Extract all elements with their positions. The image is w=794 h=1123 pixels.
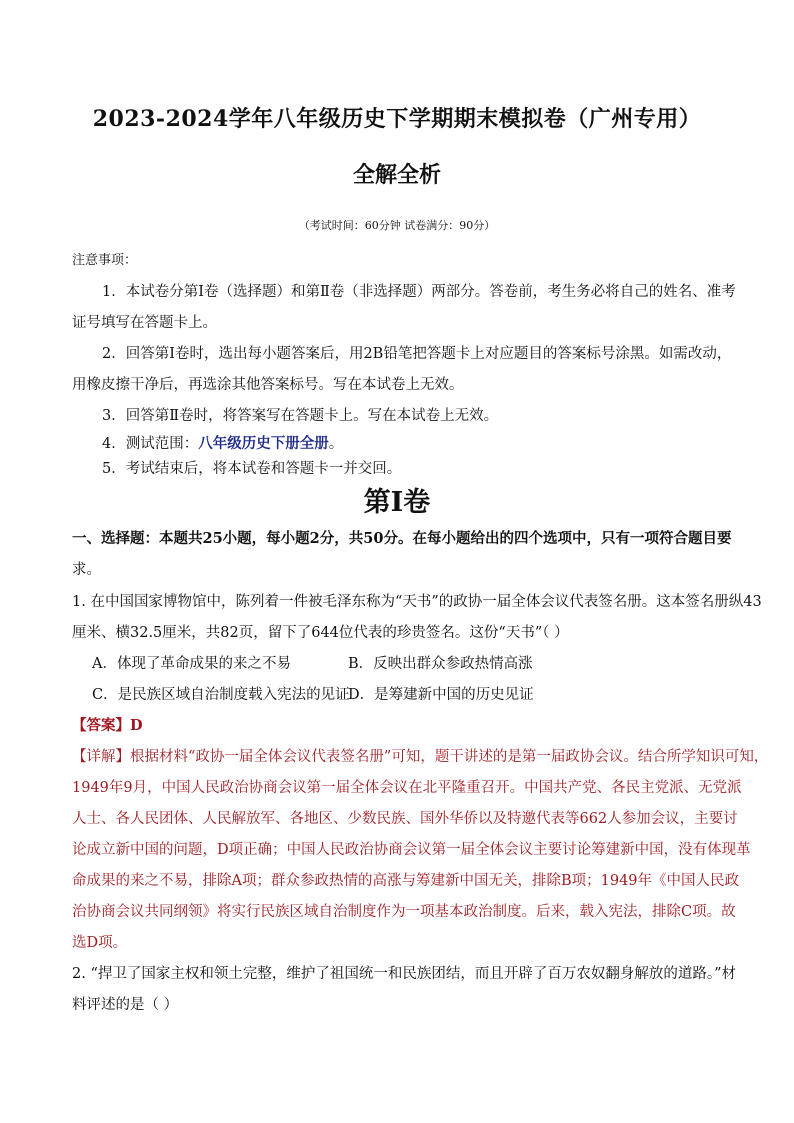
- exam-title: 2023-2024学年八年级历史下学期期末模拟卷（广州专用）: [92, 106, 702, 132]
- q2-stem-line-2: 料评述的是（ ）: [72, 997, 179, 1013]
- note-4: [102, 432, 343, 453]
- note-1-line-1: 1．本试卷分第Ⅰ卷（选择题）和第Ⅱ卷（非选择题）两部分。答卷前，考生务必将自己的姓名、准考: [102, 284, 736, 300]
- note-3: 3．回答第Ⅱ卷时，将答案写在答题卡上。写在本试卷上无效。: [102, 408, 499, 424]
- exam-subtitle: 全解全析: [352, 162, 441, 188]
- test-range: 八年级历史下册全册: [198, 435, 329, 452]
- note-5: 5．考试结束后，将本试卷和答题卡一并交回。: [102, 461, 402, 477]
- q1-detail-line: 选D项。: [72, 935, 128, 951]
- note-1-line-2: 证号填写在答题卡上。: [72, 315, 217, 331]
- section-intro-line-2: 求。: [72, 562, 101, 578]
- q1-answer: 【答案】D: [72, 717, 143, 734]
- note-2-line-1: 2．回答第Ⅰ卷时，选出每小题答案后，用2B铅笔把答题卡上对应题目的答案标号涂黑。如需改动，: [102, 346, 732, 362]
- q1-option-d: D．是筹建新中国的历史见证: [348, 687, 534, 703]
- exam-info: （考试时间：60分钟 试卷满分：90分）: [298, 219, 496, 232]
- section-intro-line-1: 一、选择题：本题共25小题，每小题2分，共50分。在每小题给出的四个选项中，只有一项符合题目要: [72, 530, 732, 547]
- note-4-suffix: 。: [328, 436, 344, 452]
- q1-option-a: A．体现了革命成果的来之不易: [92, 656, 291, 672]
- q1-detail-line: 论成立新中国的问题，D项正确；中国人民政治协商会议第一届全体会议主要讨论筹建新中国，没有体现革: [72, 842, 751, 858]
- note-2-line-2: 用橡皮擦干净后，再选涂其他答案标号。写在本试卷上无效。: [72, 377, 464, 393]
- q1-detail-line: 1949年9月，中国人民政治协商会议第一届全体会议在北平隆重召开。中国共产党、各民主党派、无党派: [72, 780, 742, 796]
- section-title: 第Ⅰ卷: [363, 487, 431, 518]
- q1-stem-line-1: 1. 在中国国家博物馆中，陈列着一件被毛泽东称为“天书”的政协一届全体会议代表签名册。这本签名册纵43: [72, 594, 762, 610]
- note-4-prefix: 4．测试范围：: [102, 436, 199, 452]
- q1-stem-line-2: 厘米、横32.5厘米，共82页，留下了644位代表的珍贵签名。这份“天书”（ ）: [72, 625, 569, 641]
- q1-detail-line: 人士、各人民团体、人民解放军、各地区、少数民族、国外华侨以及特邀代表等662人参加会议，主要讨: [72, 811, 738, 827]
- q1-detail-line: 【详解】根据材料“政协一届全体会议代表签名册”可知，题干讲述的是第一届政协会议。结合所学知识可知，: [72, 749, 769, 765]
- q1-option-c: C．是民族区域自治制度载入宪法的见证: [92, 687, 350, 703]
- notes-heading: 注意事项：: [72, 253, 138, 268]
- q1-detail-line: 治协商会议共同纲领》将实行民族区域自治制度作为一项基本政治制度。后来，载入宪法，排除C项。故: [72, 904, 736, 920]
- q1-detail-line: 命成果的来之不易，排除A项；群众参政热情的高涨与筹建新中国无关，排除B项；1949年《中国人民政: [72, 873, 740, 889]
- q1-option-b: B．反映出群众参政热情高涨: [348, 656, 533, 672]
- q2-stem-line-1: 2. “捍卫了国家主权和领土完整，维护了祖国统一和民族团结，而且开辟了百万农奴翻身解放的道路。”材: [72, 966, 737, 982]
